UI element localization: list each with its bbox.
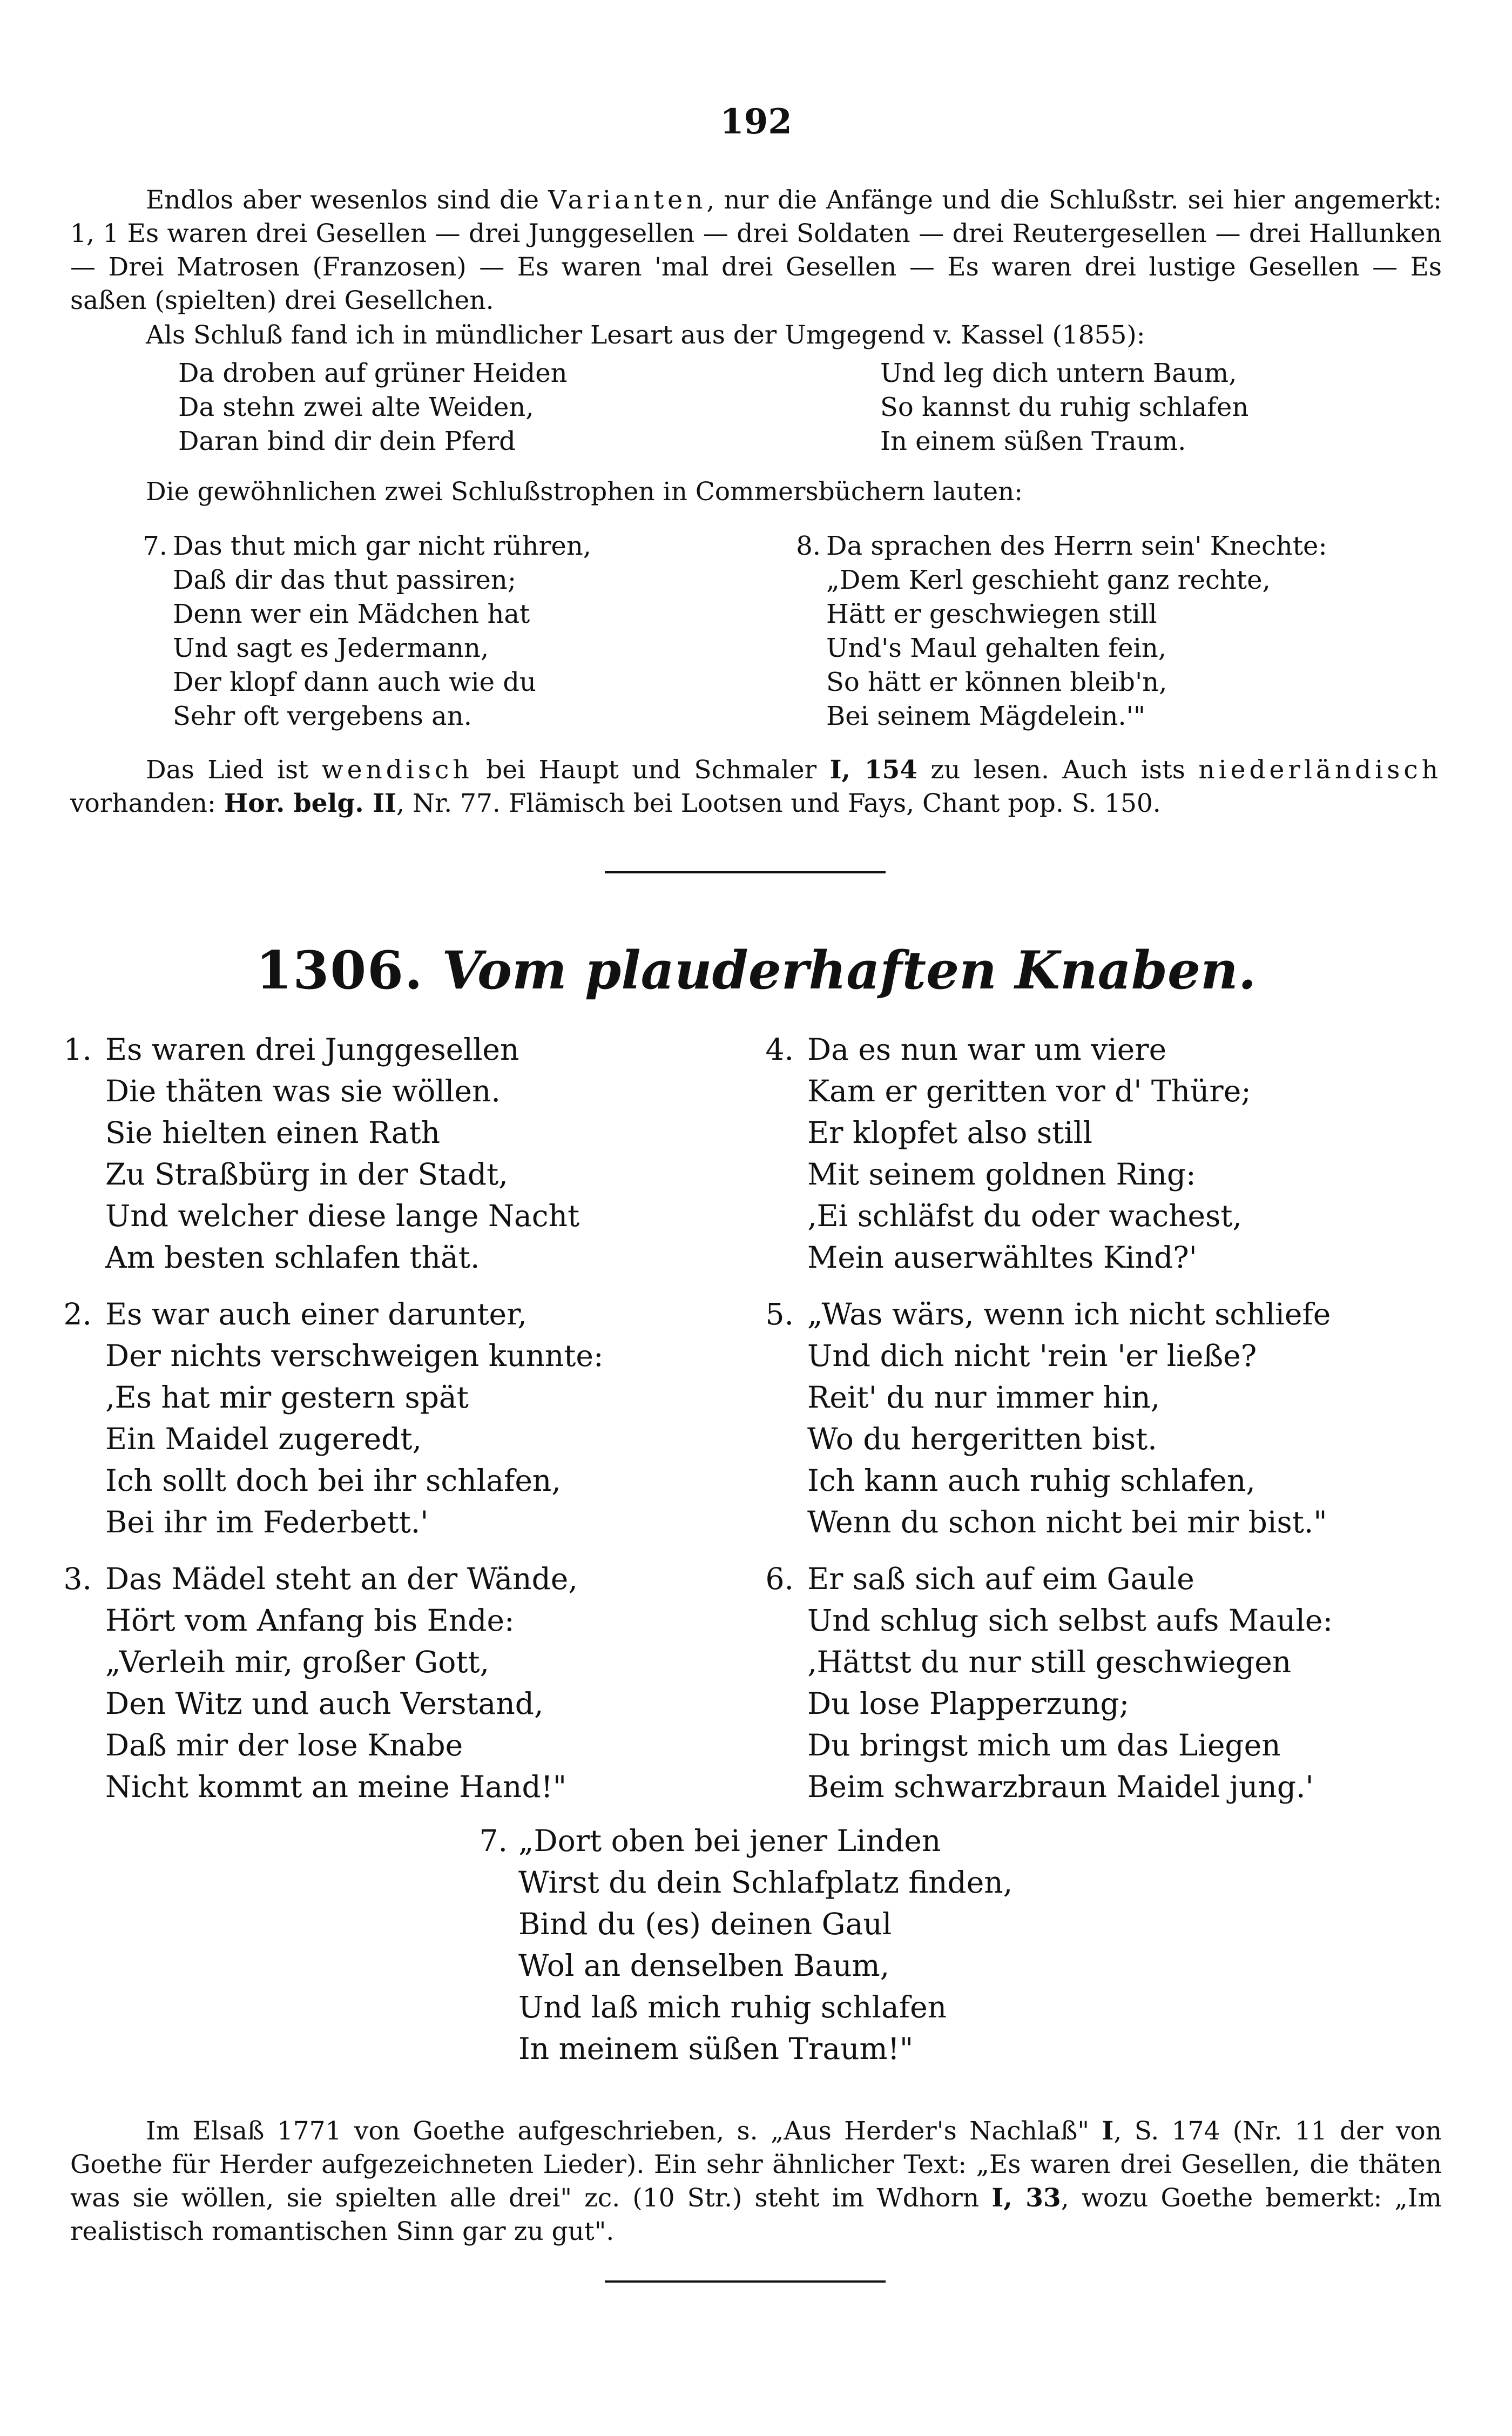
stanza-3 (105, 1558, 578, 1808)
note-text: , Nr. 77. Flämisch bei Lootsen und Fays, Chant pop. S. 150. (396, 789, 1161, 818)
verse-line: Das thut mich gar nicht rühren, (173, 531, 592, 561)
verse-line: Hätt er geschwiegen still (826, 599, 1157, 629)
stanza-number: 8. (796, 531, 821, 561)
verse-line: Reit' du nur immer hin, (807, 1380, 1160, 1415)
verse-line: So hätt er können bleib'n, (826, 667, 1167, 697)
verse-line: Ich sollt doch bei ihr schlafen, (105, 1463, 561, 1498)
verse-line: Die thäten was sie wöllen. (105, 1074, 501, 1108)
verse-line: Und schlug sich selbst aufs Maule: (807, 1603, 1333, 1638)
verse-line: ‚Es hat mir gestern spät (105, 1380, 469, 1415)
verse-line: Da droben auf grüner Heiden (178, 358, 568, 388)
verse-line: Wenn du schon nicht bei mir bist." (807, 1505, 1327, 1539)
stanza-number: 6. (765, 1562, 794, 1596)
verse-line: Der nichts verschweigen kunnte: (105, 1338, 604, 1373)
verse-line: Ein Maidel zugeredt, (105, 1422, 422, 1456)
stanza-2 (105, 1294, 604, 1543)
footnote (70, 2115, 1442, 2249)
verse-line: Nicht kommt an meine Hand!" (105, 1769, 567, 1804)
common-stanza-7 (173, 529, 591, 734)
verse-line: Es war auch einer darunter, (105, 1297, 527, 1331)
verse-line: Mein auserwähltes Kind?' (807, 1240, 1197, 1275)
footnote-text: Im Elsaß 1771 von Goethe aufgeschrieben, s. „Aus Herder's Nachlaß" (146, 2116, 1102, 2146)
stanza-number: 7. (143, 531, 167, 561)
kassel-intro-text: Als Schluß fand ich in mündlicher Lesart aus der Umgegend v. Kassel (1855): (146, 320, 1145, 350)
verse-line: Er klopfet also still (807, 1115, 1092, 1150)
verse-line: ‚Ei schläfst du oder wachest, (807, 1199, 1242, 1233)
stanza-number: 1. (63, 1032, 92, 1067)
verse-line: Beim schwarzbraun Maidel jung.' (807, 1769, 1314, 1804)
variants-paragraph (70, 184, 1442, 318)
stanza-number: 7. (479, 1823, 508, 1858)
song-title: Vom plauderhaften Knaben. (442, 940, 1257, 1001)
verse-line: Und sagt es Jedermann, (173, 633, 489, 663)
stanza-4 (807, 1029, 1251, 1278)
note-text: Das Lied ist (146, 755, 322, 785)
verse-line: Du lose Plapperzung; (807, 1686, 1130, 1721)
footnote-reference: I (1102, 2116, 1114, 2146)
kassel-verse-left (178, 356, 568, 459)
verse-line: Da es nun war um viere (807, 1032, 1167, 1067)
variants-text-post: , nur die Anfänge und die Schlußstr. sei hier angemerkt: 1, 1 Es waren drei Gesellen — drei Junggesellen — drei Soldaten — drei Reutergesellen — drei Hallunken — Drei Matrosen (Franzosen) — Es waren 'mal drei Gesellen — Es waren drei lustige Gesellen — Es saßen (spielten) drei Gesellchen. (70, 185, 1442, 315)
page-number: 192 (720, 102, 792, 142)
verse-line: Und laß mich ruhig schlafen (518, 1990, 947, 2024)
verse-line: Wo du hergeritten bist. (807, 1422, 1157, 1456)
note-text: bei Haupt und Schmaler (473, 755, 830, 785)
verse-line: „Dort oben bei jener Linden (518, 1823, 941, 1858)
verse-line: Das Mädel steht an der Wände, (105, 1562, 578, 1596)
note-reference: Hor. belg. II (224, 789, 396, 818)
stanza-7 (518, 1820, 1013, 2070)
verse-line: Ich kann auch ruhig schlafen, (807, 1463, 1256, 1498)
verse-line: Mit seinem goldnen Ring: (807, 1157, 1196, 1192)
footnote-text: , wozu Goethe bemerkt: „Im realistisch romantischen Sinn gar zu gut". (70, 2183, 1442, 2246)
verse-line: So kannst du ruhig schlafen (880, 392, 1249, 422)
stanza-number: 5. (765, 1297, 794, 1331)
stanza-number: 2. (63, 1297, 92, 1331)
common-stanzas-intro (70, 475, 1442, 509)
verse-line: „Was wärs, wenn ich nicht schliefe (807, 1297, 1331, 1331)
footnote-text: , S. 174 (Nr. 11 der von Goethe für Herder aufgezeichneten Lieder). Ein sehr ähnlicher Text: „Es waren drei Gesellen, die thäten was sie wöllen, sie spielten alle drei" zc. (10 Str.) steht im Wdhorn (70, 2116, 1442, 2213)
verse-line: ‚Hättst du nur still geschwiegen (807, 1645, 1292, 1679)
song-number: 1306. (255, 940, 424, 1001)
kassel-intro (70, 319, 1442, 352)
section-divider (605, 2280, 886, 2283)
stanza-1 (105, 1029, 579, 1278)
verse-line: Er saß sich auf eim Gaule (807, 1562, 1194, 1596)
note-emphasis: niederländisch (1198, 755, 1442, 785)
verse-line: Hört vom Anfang bis Ende: (105, 1603, 515, 1638)
verse-line: Und welcher diese lange Nacht (105, 1199, 580, 1233)
lied-note (70, 753, 1442, 820)
verse-line: „Verleih mir, großer Gott, (105, 1645, 489, 1679)
verse-line: Wirst du dein Schlafplatz finden, (518, 1865, 1013, 1900)
verse-line: Bind du (es) deinen Gaul (518, 1907, 892, 1941)
verse-line: Du bringst mich um das Liegen (807, 1728, 1281, 1762)
verse-line: Daß mir der lose Knabe (105, 1728, 463, 1762)
verse-line: Da sprachen des Herrn sein' Knechte: (826, 531, 1327, 561)
stanza-number: 3. (63, 1562, 92, 1596)
kassel-verse-right (880, 356, 1248, 459)
variants-emphasis: Varianten (548, 185, 707, 215)
verse-line: Den Witz und auch Verstand, (105, 1686, 544, 1721)
verse-line: Sie hielten einen Rath (105, 1115, 441, 1150)
verse-line: Es waren drei Junggesellen (105, 1032, 519, 1067)
verse-line: Und dich nicht 'rein 'er ließe? (807, 1338, 1257, 1373)
verse-line: Wol an denselben Baum, (518, 1948, 890, 1983)
verse-line: Denn wer ein Mädchen hat (173, 599, 530, 629)
verse-line: In meinem süßen Traum!" (518, 2031, 914, 2066)
stanza-5 (807, 1294, 1331, 1543)
section-divider (605, 871, 886, 873)
note-text: zu lesen. Auch ists (917, 755, 1199, 785)
note-text: vorhanden: (70, 789, 224, 818)
verse-line: Kam er geritten vor d' Thüre; (807, 1074, 1251, 1108)
verse-line: „Dem Kerl geschieht ganz rechte, (826, 565, 1271, 595)
stanza-6 (807, 1558, 1333, 1808)
verse-line: Daran bind dir dein Pferd (178, 426, 516, 456)
verse-line: Bei seinem Mägdelein.'" (826, 701, 1145, 731)
verse-line: Zu Straßbürg in der Stadt, (105, 1157, 508, 1192)
footnote-reference: I, 33 (991, 2183, 1061, 2213)
common-stanzas-intro-text: Die gewöhnlichen zwei Schlußstrophen in Commersbüchern lauten: (146, 477, 1023, 507)
verse-line: In einem süßen Traum. (880, 426, 1186, 456)
song-heading (0, 940, 1512, 1001)
verse-line: Am besten schlafen thät. (105, 1240, 480, 1275)
variants-text-pre: Endlos aber wesenlos sind die (146, 185, 548, 215)
note-reference: I, 154 (829, 755, 917, 785)
verse-line: Da stehn zwei alte Weiden, (178, 392, 534, 422)
verse-line: Der klopf dann auch wie du (173, 667, 536, 697)
note-emphasis: wendisch (321, 755, 473, 785)
common-stanza-8 (826, 529, 1327, 734)
verse-line: Bei ihr im Federbett.' (105, 1505, 429, 1539)
verse-line: Sehr oft vergebens an. (173, 701, 472, 731)
verse-line: Und leg dich untern Baum, (880, 358, 1237, 388)
verse-line: Daß dir das thut passiren; (173, 565, 516, 595)
verse-line: Und's Maul gehalten fein, (826, 633, 1167, 663)
stanza-number: 4. (765, 1032, 794, 1067)
